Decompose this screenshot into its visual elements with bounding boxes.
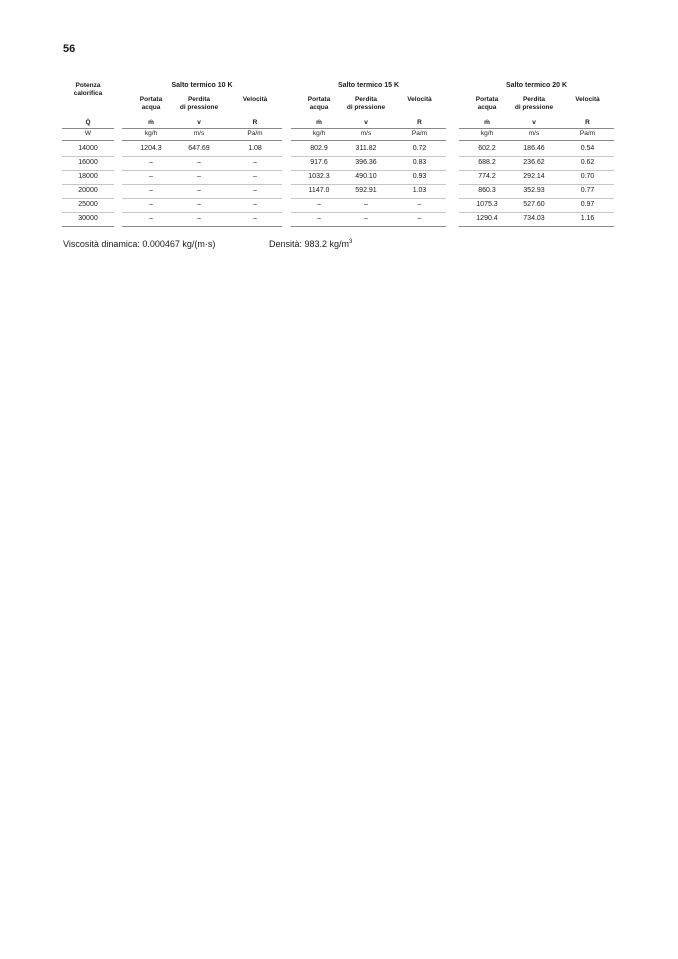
velocity-header xyxy=(561,96,614,104)
header-divider xyxy=(291,128,446,129)
table-cell: – xyxy=(253,201,257,208)
flow-header-line1: Portata xyxy=(139,96,163,103)
table-cell: 1204.3 xyxy=(140,145,162,152)
flow-unit: kg/h xyxy=(480,130,494,137)
table-cell: 352.93 xyxy=(523,187,545,194)
table-cell: – xyxy=(149,173,153,180)
group-title: Salto termico 20 K xyxy=(505,82,568,89)
flow-symbol: ṁ xyxy=(484,119,490,126)
pressure-symbol: v xyxy=(364,119,368,126)
viscosity-note: Viscosità dinamica: 0.000467 kg/(m·s) xyxy=(63,239,216,249)
velocity-header xyxy=(393,96,446,104)
pressure-header-line2: di pressione xyxy=(514,104,554,111)
power-header-line1: Potenza xyxy=(75,82,101,89)
table-cell: 527.60 xyxy=(523,201,545,208)
power-value: 25000 xyxy=(78,201,98,208)
velocity-header-line1: Velocità xyxy=(407,96,432,103)
table-cell: – xyxy=(364,201,368,208)
pressure-symbol: v xyxy=(532,119,536,126)
pressure-header-line2: di pressione xyxy=(346,104,386,111)
power-value: 30000 xyxy=(78,215,98,222)
table-cell: 688.2 xyxy=(478,159,496,166)
group-title: Salto termico 10 K xyxy=(171,82,233,89)
table-cell: 0.77 xyxy=(580,187,595,194)
group-table-15k xyxy=(291,82,446,228)
table-cell: – xyxy=(197,159,201,166)
table-cell: 490.10 xyxy=(355,173,377,180)
table-cell: 1147.0 xyxy=(308,187,330,194)
power-value: 18000 xyxy=(78,173,98,180)
table-cell: 1.16 xyxy=(580,215,595,222)
unit-divider xyxy=(122,140,282,141)
table-cell: – xyxy=(253,159,257,166)
table-cell: 734.03 xyxy=(523,215,545,222)
flow-symbol: ṁ xyxy=(316,119,322,126)
table-bottom-line xyxy=(62,226,114,227)
velocity-unit: Pa/m xyxy=(411,130,428,137)
table-cell: 647.69 xyxy=(188,145,210,152)
pressure-header-line1: Perdita xyxy=(354,96,378,103)
table-bottom-line xyxy=(122,226,282,227)
velocity-symbol: R xyxy=(585,119,590,126)
flow-header-line1: Portata xyxy=(475,96,499,103)
pressure-header-line1: Perdita xyxy=(187,96,211,103)
table-cell: 917.6 xyxy=(310,159,328,166)
table-cell: – xyxy=(364,215,368,222)
flow-header-line2: acqua xyxy=(477,104,497,111)
table-cell: – xyxy=(197,173,201,180)
group-title: Salto termico 15 K xyxy=(337,82,400,89)
table-cell: 0.83 xyxy=(412,159,427,166)
flow-unit: kg/h xyxy=(144,130,158,137)
power-value: 16000 xyxy=(78,159,98,166)
density-note xyxy=(269,239,352,249)
table-cell: 0.93 xyxy=(412,173,427,180)
table-cell: – xyxy=(149,215,153,222)
power-value: 20000 xyxy=(78,187,98,194)
page-number: 56 xyxy=(63,43,76,55)
table-cell: 311.82 xyxy=(355,145,377,152)
pressure-header xyxy=(170,96,228,112)
table-cell: – xyxy=(197,201,201,208)
header-divider xyxy=(62,128,114,129)
table-cell: 396.36 xyxy=(355,159,377,166)
header-divider xyxy=(122,128,282,129)
table-cell: – xyxy=(317,201,321,208)
unit-divider xyxy=(291,140,446,141)
table-cell: – xyxy=(417,215,422,222)
pressure-symbol: v xyxy=(197,119,201,126)
table-cell: 602.2 xyxy=(478,145,496,152)
table-cell: – xyxy=(417,201,422,208)
table-cell: 0.54 xyxy=(580,145,595,152)
table-cell: 802.9 xyxy=(310,145,328,152)
power-value: 14000 xyxy=(78,145,98,152)
pressure-header-line2: di pressione xyxy=(179,104,219,111)
group-table-10k xyxy=(122,82,282,228)
table-cell: – xyxy=(149,159,153,166)
table-cell: – xyxy=(253,187,257,194)
power-column xyxy=(62,82,114,228)
table-cell: 592.91 xyxy=(355,187,377,194)
velocity-header xyxy=(228,96,282,104)
table-cell: – xyxy=(253,173,257,180)
unit-divider xyxy=(62,140,114,141)
velocity-unit: Pa/m xyxy=(247,130,263,137)
table-cell: 0.62 xyxy=(580,159,595,166)
table-cell: 292.14 xyxy=(523,173,545,180)
flow-header-line2: acqua xyxy=(141,104,161,111)
table-cell: 1.03 xyxy=(412,187,427,194)
flow-symbol: ṁ xyxy=(148,119,154,126)
pressure-unit: m/s xyxy=(528,130,540,137)
flow-header-line1: Portata xyxy=(307,96,331,103)
density-text: Densità: 983.2 kg/m xyxy=(269,239,350,249)
table-cell: 1.08 xyxy=(248,145,262,152)
group-table-20k xyxy=(459,82,614,228)
table-cell: 0.70 xyxy=(580,173,595,180)
power-symbol: Q̇ xyxy=(85,119,91,126)
table-cell: 774.2 xyxy=(478,173,496,180)
power-unit: W xyxy=(84,130,92,137)
pressure-unit: m/s xyxy=(193,130,205,137)
table-cell: – xyxy=(197,187,201,194)
table-cell: – xyxy=(149,187,153,194)
pressure-header xyxy=(506,96,562,112)
table-bottom-line xyxy=(291,226,446,227)
table-cell: – xyxy=(317,215,321,222)
density-exponent: 3 xyxy=(349,239,353,245)
pressure-unit: m/s xyxy=(360,130,372,137)
table-cell: – xyxy=(149,201,153,208)
table-cell: 236.62 xyxy=(523,159,545,166)
flow-header-line2: acqua xyxy=(309,104,329,111)
velocity-header-line1: Velocità xyxy=(242,96,268,103)
velocity-unit: Pa/m xyxy=(579,130,596,137)
velocity-header-line1: Velocità xyxy=(575,96,600,103)
table-cell: 186.46 xyxy=(523,145,545,152)
pressure-header xyxy=(338,96,394,112)
flow-unit: kg/h xyxy=(312,130,326,137)
velocity-symbol: R xyxy=(417,119,422,126)
table-cell: – xyxy=(197,215,201,222)
unit-divider xyxy=(459,140,614,141)
power-header xyxy=(62,82,114,98)
table-cell: 860.3 xyxy=(478,187,496,194)
pressure-header-line1: Perdita xyxy=(522,96,546,103)
table-cell: 1290.4 xyxy=(476,215,498,222)
power-header-line2: calorifica xyxy=(73,90,103,97)
table-cell: 1032.3 xyxy=(308,173,330,180)
table-cell: 0.97 xyxy=(580,201,595,208)
table-cell: – xyxy=(253,215,257,222)
table-bottom-line xyxy=(459,226,614,227)
table-cell: 1075.3 xyxy=(476,201,498,208)
header-divider xyxy=(459,128,614,129)
table-cell: 0.72 xyxy=(412,145,427,152)
velocity-symbol: R xyxy=(252,119,258,126)
